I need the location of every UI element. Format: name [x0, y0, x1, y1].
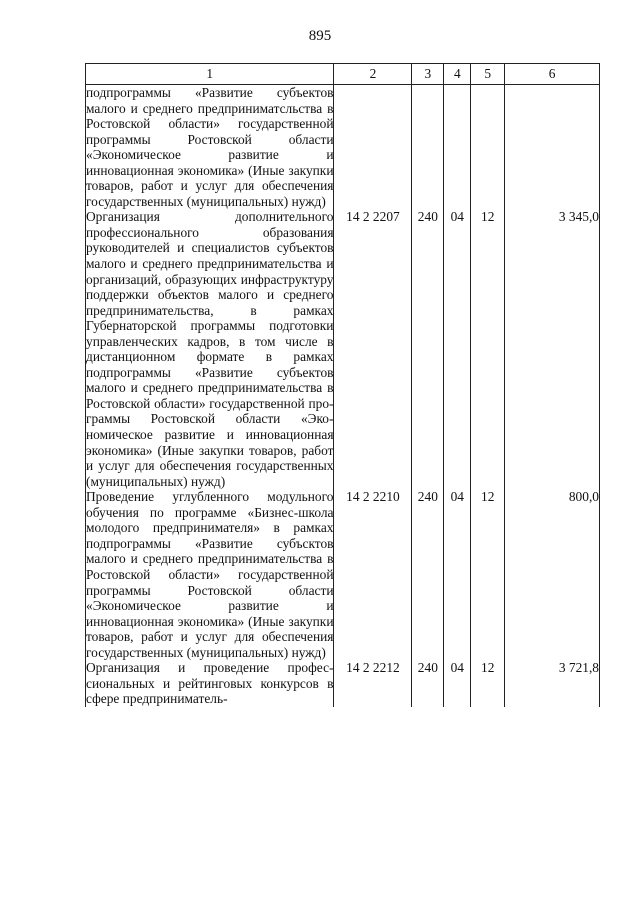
row-section: [444, 85, 471, 210]
column-header: 1: [86, 64, 334, 85]
row-expense-type: [412, 85, 444, 210]
row-section: 04: [444, 660, 471, 707]
budget-table: [85, 63, 600, 707]
row-amount: 800,0: [505, 489, 600, 660]
table-row: [86, 209, 600, 489]
table-row: [86, 85, 600, 210]
row-target-code: 14 2 2210: [334, 489, 412, 660]
row-description: Организация и проведение профессиональных и рейтинговых конкурсов в сфере предприниматель-: [86, 660, 334, 707]
column-header: 2: [334, 64, 412, 85]
row-subsection: [471, 85, 505, 210]
column-header: 4: [444, 64, 471, 85]
row-section: 04: [444, 489, 471, 660]
column-header: 3: [412, 64, 444, 85]
table-row: [86, 660, 600, 707]
row-expense-type: 240: [412, 489, 444, 660]
row-expense-type: 240: [412, 209, 444, 489]
page-number: 895: [308, 28, 332, 44]
row-section: 04: [444, 209, 471, 489]
row-expense-type: 240: [412, 660, 444, 707]
row-description: Проведение углубленного модульного обучения по программе «Бизнес-школа молодого предпринимателя» в рамках подпрограммы «Развитие субъсктов малого и среднего предпринимательства в Ростовской области» государственной программы Ростовской области «Экономическое развитие и инновационная экономика» (Иные закупки товаров, работ и услуг для обеспечения государственных (муниципальных) нужд): [86, 489, 334, 660]
row-amount: 3 721,8: [505, 660, 600, 707]
row-description: Организация дополнительного профессионального образования руководителей и специалистов субъектов малого и среднего предпринимательства и организаций, образующих инфраструктуру поддержки объектов малого и среднего предпринимательства, в рамках Губернаторской программы подготовки управленческих кадров, в том числе в дистанционном формате в рамках подпрограммы «Развитие субъектов малого и среднего предпринимательства в Ростовской области» государственной программы Ростовской области «Экономическое развитие и инновационная экономика» (Иные закупки товаров, работ и услуг для обеспечения государственных (муниципальных) нужд): [86, 209, 334, 489]
row-subsection: 12: [471, 209, 505, 489]
row-target-code: 14 2 2207: [334, 209, 412, 489]
row-description: подпрограммы «Развитие субъектов малого и среднего предприниматсльства в Ростовской области» государственной программы Ростовской области «Экономическое развитие и инновационная экономика» (Иные закупки товаров, работ и услуг для обеспечения государственных (муниципальных) нужд): [86, 85, 334, 209]
column-header: 6: [505, 64, 600, 85]
row-subsection: 12: [471, 660, 505, 707]
column-header: 5: [471, 64, 505, 85]
row-amount: 3 345,0: [505, 209, 600, 489]
row-target-code: 14 2 2212: [334, 660, 412, 707]
row-amount: [505, 85, 600, 210]
table-header-row: [86, 64, 600, 85]
row-target-code: [334, 85, 412, 210]
row-subsection: 12: [471, 489, 505, 660]
table-row: [86, 489, 600, 660]
